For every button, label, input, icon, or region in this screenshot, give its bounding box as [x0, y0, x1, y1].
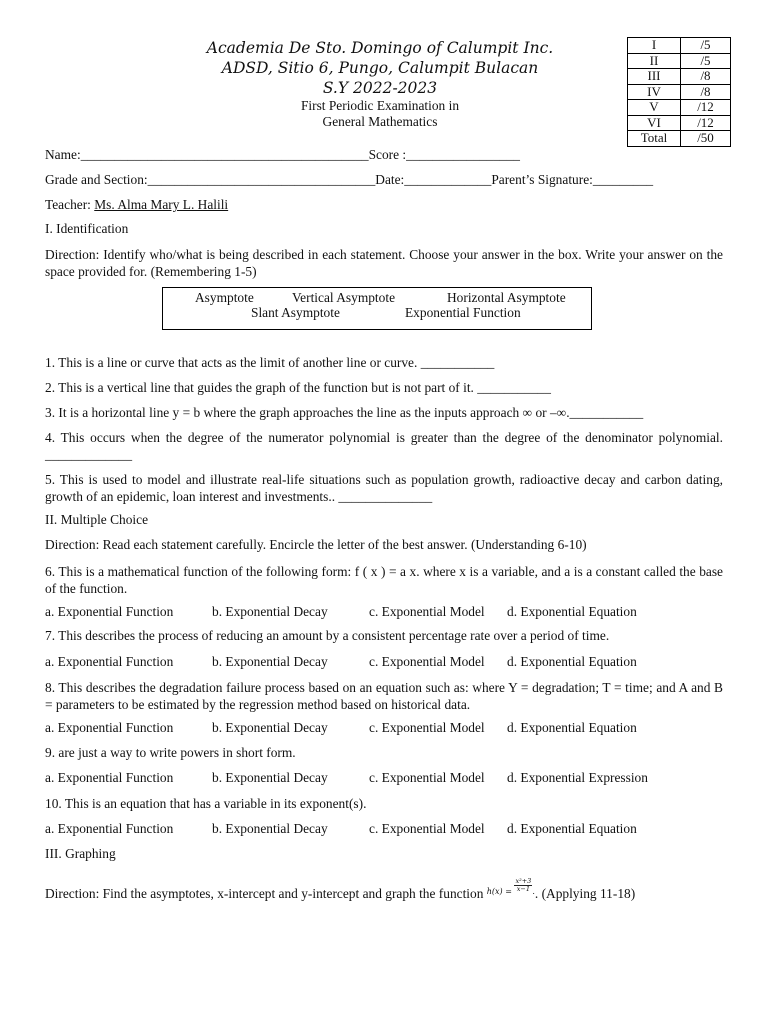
function-formula: h(x) = x²+3 x−1 . — [486, 877, 535, 896]
score-row — [628, 84, 731, 100]
part3-direction: Direction: Find the asymptotes, x-intercept and y-intercept and graph the function $^{h(x) = \frac{\text{x²+3}}{x-1} .}$. (Applying 11-18) — [45, 877, 636, 901]
part1-heading: I. Identification — [45, 221, 129, 236]
score-part: V — [628, 100, 681, 116]
box-choice-exponential-function: Exponential Function — [405, 305, 521, 320]
question-4: 4. This occurs when the degree of the numerator polynomial is greater than the degree of the denominator polynomial. _____________ — [45, 430, 723, 462]
choice-a[interactable]: a. Exponential Function — [45, 720, 174, 735]
choice-a[interactable]: a. Exponential Function — [45, 770, 174, 785]
formula-fraction: $\frac{\text{x²+3}}{x-1}$ — [515, 877, 532, 893]
choice-b[interactable]: b. Exponential Decay — [212, 770, 328, 785]
score-field[interactable]: Score :_________________ — [368, 147, 520, 162]
score-row — [628, 100, 731, 116]
answer-choice-box — [162, 287, 592, 330]
box-choice-asymptote: Asymptote — [195, 290, 254, 305]
question-9: 9. are just a way to write powers in short form. — [45, 745, 296, 760]
choice-b[interactable]: b. Exponential Decay — [212, 720, 328, 735]
score-row — [628, 38, 731, 54]
part1-direction: Direction: Identify who/what is being described in each statement. Choose your answer in the box. Write your answer on the space provided for. (Remembering 1-5) — [45, 247, 723, 279]
school-year: S.Y 2022-2023 — [322, 79, 438, 97]
date-field[interactable]: Date:_____________ — [375, 172, 492, 187]
score-points: /8 — [681, 69, 731, 85]
question-5: 5. This is used to model and illustrate real-life situations such as population growth, radioactive decay and carbon dating, growth of an epidemic, loan interest and investments.. ______________ — [45, 472, 723, 504]
question-3: 3. It is a horizontal line y = b where the graph approaches the line as the inputs approach ∞ or –∞.___________ — [45, 405, 644, 420]
score-points: /50 — [681, 131, 731, 147]
score-part: Total — [628, 131, 681, 147]
choice-a[interactable]: a. Exponential Function — [45, 821, 174, 836]
choice-c[interactable]: c. Exponential Model — [369, 654, 485, 669]
exam-subject: General Mathematics — [322, 114, 438, 129]
part2-heading: II. Multiple Choice — [45, 512, 149, 527]
choice-c[interactable]: c. Exponential Model — [369, 821, 485, 836]
score-points: /5 — [681, 53, 731, 69]
school-address: ADSD, Sitio 6, Pungo, Calumpit Bulacan — [221, 59, 539, 77]
score-points: /5 — [681, 38, 731, 54]
box-choice-horizontal-asymptote: Horizontal Asymptote — [447, 290, 566, 305]
choice-b[interactable]: b. Exponential Decay — [212, 821, 328, 836]
score-points: /12 — [681, 115, 731, 131]
name-field[interactable]: Name:___________________________________________Score :_________________ — [45, 147, 520, 162]
choice-c[interactable]: c. Exponential Model — [369, 720, 485, 735]
choice-c[interactable]: c. Exponential Model — [369, 770, 485, 785]
parent-signature-field[interactable]: Parent’s Signature:_________ — [491, 172, 654, 187]
score-row — [628, 53, 731, 69]
part2-direction: Direction: Read each statement carefully. Encircle the letter of the best answer. (Understanding 6-10) — [45, 537, 587, 552]
teacher-line: Teacher: Ms. Alma Mary L. Halili — [45, 197, 229, 212]
choice-a[interactable]: a. Exponential Function — [45, 604, 174, 619]
choice-d[interactable]: d. Exponential Equation — [507, 654, 637, 669]
score-points: /8 — [681, 84, 731, 100]
score-part: VI — [628, 115, 681, 131]
choice-b[interactable]: b. Exponential Decay — [212, 604, 328, 619]
part3-heading: III. Graphing — [45, 846, 116, 861]
school-name: Academia De Sto. Domingo of Calumpit Inc. — [206, 39, 554, 57]
box-choice-vertical-asymptote: Vertical Asymptote — [292, 290, 396, 305]
choice-b[interactable]: b. Exponential Decay — [212, 654, 328, 669]
score-part: III — [628, 69, 681, 85]
choice-a[interactable]: a. Exponential Function — [45, 654, 174, 669]
score-part: II — [628, 53, 681, 69]
score-part: I — [628, 38, 681, 54]
box-choice-slant-asymptote: Slant Asymptote — [251, 305, 340, 320]
score-row — [628, 115, 731, 131]
score-points: /12 — [681, 100, 731, 116]
choice-d[interactable]: d. Exponential Equation — [507, 604, 637, 619]
teacher-name: Ms. Alma Mary L. Halili — [94, 197, 229, 212]
choice-d[interactable]: d. Exponential Expression — [507, 770, 648, 785]
question-8: 8. This describes the degradation failure process based on an equation such as: where Y = degradation; T = time; and A and B = parameters to be estimated by the regression method based on historical data. — [45, 680, 723, 712]
question-6: 6. This is a mathematical function of the following form: f ( x ) = a x. where x is a variable, and a is a constant called the base of the function. — [45, 564, 723, 596]
question-10: 10. This is an equation that has a variable in its exponent(s). — [45, 796, 367, 811]
choice-d[interactable]: d. Exponential Equation — [507, 821, 637, 836]
question-7: 7. This describes the process of reducing an amount by a consistent percentage rate over a period of time. — [45, 628, 610, 643]
score-row — [628, 131, 731, 147]
exam-title: First Periodic Examination in — [300, 98, 460, 113]
question-2: 2. This is a vertical line that guides the graph of the function but is not part of it. ___________ — [45, 380, 551, 395]
score-table — [627, 37, 731, 147]
grade-section-field[interactable]: Grade and Section:__________________________________Date:_____________Parent’s Signature:_________ — [45, 172, 654, 187]
choice-d[interactable]: d. Exponential Equation — [507, 720, 637, 735]
score-part: IV — [628, 84, 681, 100]
score-row — [628, 69, 731, 85]
choice-c[interactable]: c. Exponential Model — [369, 604, 485, 619]
question-1: 1. This is a line or curve that acts as the limit of another line or curve. ___________ — [45, 355, 495, 370]
